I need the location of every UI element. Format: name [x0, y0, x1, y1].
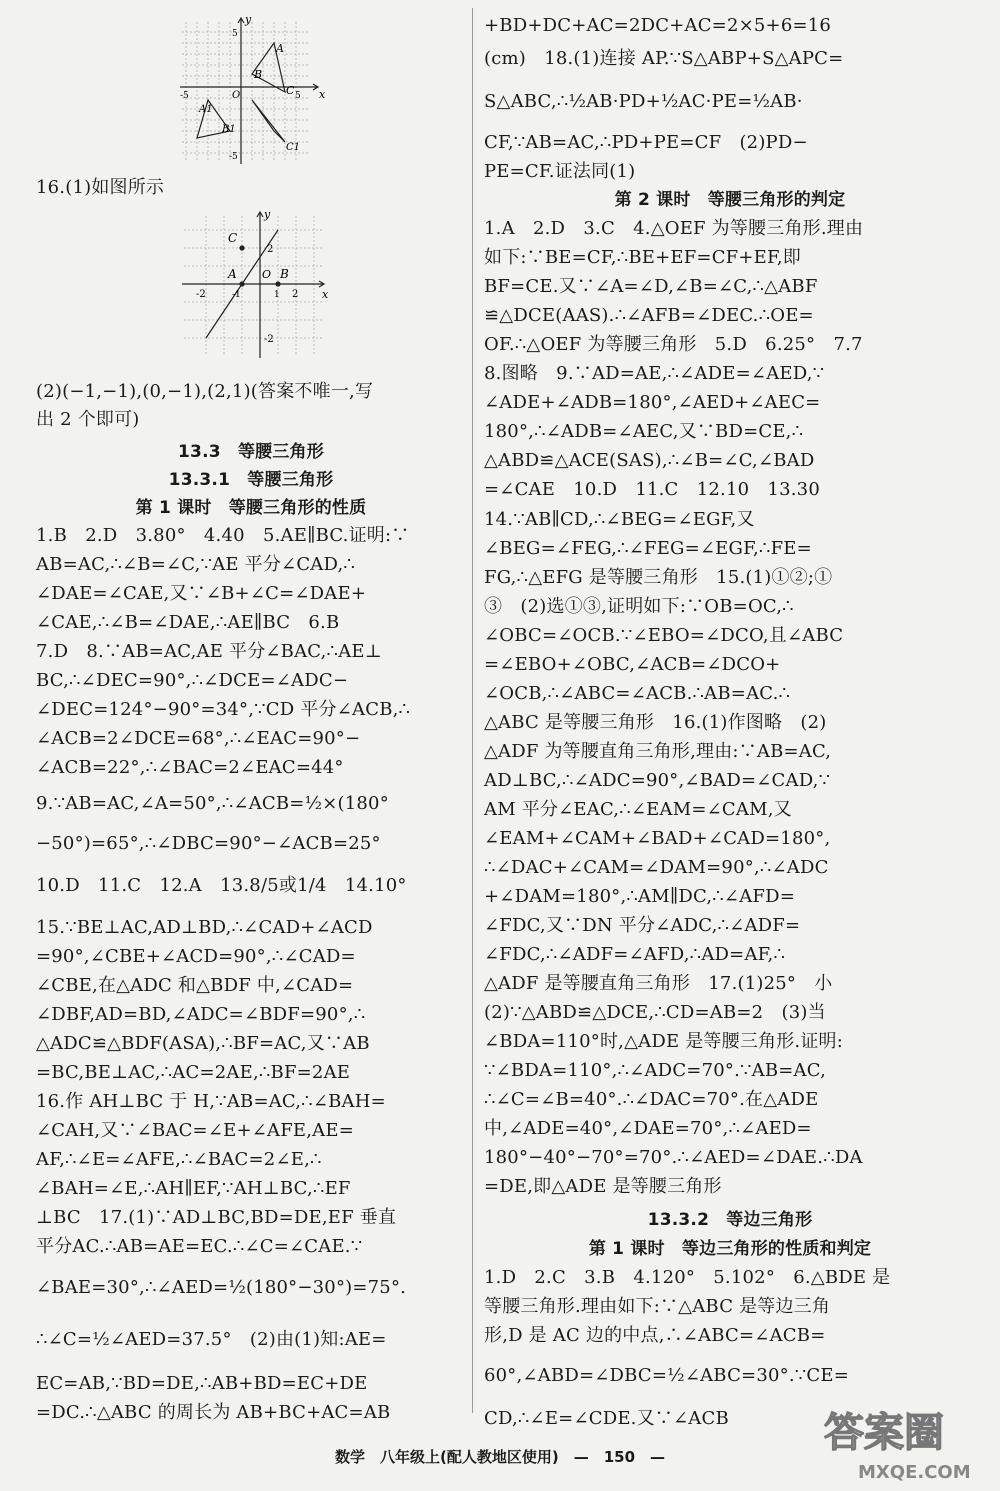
text-line: (2)(−1,−1),(0,−1),(2,1)(答案不唯一,写 [36, 381, 374, 402]
watermark-url: MXQE.COM [858, 1462, 971, 1483]
text-line: 如下:∵BE=CF,∴BE+EF=CF+EF,即 [484, 247, 801, 268]
fig1-label-O: O [232, 90, 241, 101]
text-line: =DE,即△ADE 是等腰三角形 [484, 1176, 722, 1197]
text-line: ∠DBF,AD=BD,∠ADC=∠BDF=90°,∴ [36, 1004, 366, 1025]
text-line: S△ABC,∴½AB·PD+½AC·PE=½AB· [484, 91, 803, 112]
text-line: ∵∠BDA=110°,∴∠ADC=70°.∵AB=AC, [484, 1060, 827, 1081]
text-line: 7.D 8.∵AB=AC,AE 平分∠BAC,∴AE⊥ [36, 641, 382, 662]
text-line: ∴∠DAC+∠CAM=∠DAM=90°,∴∠ADC [484, 857, 829, 878]
text-line: ∴∠C=½∠AED=37.5° (2)由(1)知:AE= [36, 1329, 387, 1350]
text-line: ∠BEG=∠FEG,∴∠FEG=∠EGF,∴FE= [484, 538, 812, 559]
text-line: 1.A 2.D 3.C 4.△OEF 为等腰三角形.理由 [484, 218, 864, 239]
subsection-heading: 13.3.2 等边三角形 [647, 1210, 813, 1230]
lesson-heading: 第 2 课时 等腰三角形的判定 [614, 190, 846, 210]
q16-title: 16.(1)如图所示 [36, 177, 165, 198]
fig2-label-A: A [228, 267, 237, 281]
fig1-label-x5: 5 [295, 91, 301, 101]
lesson-heading: 第 1 课时 等边三角形的性质和判定 [588, 1239, 872, 1259]
fig1-label-C: C [286, 84, 295, 97]
text-line: ∠DAE=∠CAE,又∵∠B+∠C=∠DAE+ [36, 583, 367, 604]
fig1-label-B1: B1 [222, 124, 236, 135]
text-line: ⊥BC 17.(1)∵AD⊥BC,BD=DE,EF 垂直 [36, 1207, 397, 1228]
text-line: ∠ACB=2∠DCE=68°,∴∠EAC=90°− [36, 728, 361, 749]
text-line: PE=CF.证法同(1) [484, 161, 636, 182]
text-line: BC,∴∠DEC=90°,∴∠DCE=∠ADC− [36, 670, 349, 691]
text-line: ∠BAE=30°,∴∠AED=½(180°−30°)=75°. [36, 1277, 407, 1298]
text-line: ∴∠C=∠B=40°.∴∠DAC=70°.在△ADE [484, 1089, 819, 1110]
column-divider [472, 8, 473, 1413]
fig1-label-y: y [245, 14, 252, 26]
text-line: △ADF 为等腰直角三角形,理由:∵AB=AC, [484, 741, 832, 762]
text-line: 16.作 AH⊥BC 于 H,∵AB=AC,∴∠BAH= [36, 1091, 386, 1112]
text-line: ∠FDC,又∵DN 平分∠ADC,∴∠ADF= [484, 915, 801, 936]
coordinate-figure-2 [172, 206, 332, 366]
watermark-logo [818, 1398, 990, 1486]
text-line: ∠ADE+∠ADB=180°,∠AED+∠AEC= [484, 392, 821, 413]
text-line: 180°,∴∠ADB=∠AEC,又∵BD=CE,∴ [484, 421, 804, 442]
watermark-text: 答案圈 [824, 1410, 944, 1456]
text-line: AF,∴∠E=∠AFE,∴∠BAC=2∠E,∴ [36, 1149, 322, 1170]
text-line: 中,∠ADE=40°,∠DAE=70°,∴∠AED= [484, 1118, 812, 1139]
text-line: CF,∵AB=AC,∴PD+PE=CF (2)PD− [484, 132, 808, 153]
fig2-label-C: C [228, 231, 238, 245]
text-line: BF=CE.又∵∠A=∠D,∠B=∠C,∴△ABF [484, 276, 818, 297]
text-line: △ADF 是等腰直角三角形 17.(1)25° 小 [484, 973, 833, 994]
text-line: AB=AC,∴∠B=∠C,∵AE 平分∠CAD,∴ [36, 554, 356, 575]
fig1-label-A1: A1 [199, 104, 213, 115]
text-line: ∠EAM+∠CAM+∠BAD+∠CAD=180°, [484, 828, 831, 849]
text-line: 8.图略 9.∵AD=AE,∴∠ADE=∠AED,∵ [484, 363, 825, 384]
text-line: △ADC≌△BDF(ASA),∴BF=AC,又∵AB [36, 1033, 370, 1054]
fig2-label-y2: 2 [267, 244, 274, 255]
subsection-heading: 13.3.1 等腰三角形 [168, 470, 334, 490]
text-line: 180°−40°−70°=70°.∴∠AED=∠DAE.∴DA [484, 1147, 863, 1168]
fig2-label-x: x [322, 288, 329, 301]
text-line: △ABD≌△ACE(SAS),∴∠B=∠C,∠BAD [484, 450, 815, 471]
text-line: ∠BDA=110°时,△ADE 是等腰三角形.证明: [484, 1031, 844, 1052]
text-line: (2)∵△ABD≌△DCE,∴CD=AB=2 (3)当 [484, 1002, 826, 1023]
text-line: △ABC 是等腰三角形 16.(1)作图略 (2) [484, 712, 827, 733]
fig2-label-xneg2: -2 [196, 289, 206, 300]
page-footer: 数学 八年级上(配人教地区使用) — 150 — [334, 1448, 666, 1466]
text-line: =BC,BE⊥AC,∴AC=2AE,∴BF=2AE [36, 1062, 351, 1083]
lesson-heading: 第 1 课时 等腰三角形的性质 [135, 498, 367, 518]
fig1-label-B: B [254, 68, 263, 81]
fig2-label-x2: 2 [292, 289, 299, 300]
text-line: OF.∴△OEF 为等腰三角形 5.D 6.25° 7.7 [484, 334, 863, 355]
text-line: ∠OBC=∠OCB.∵∠EBO=∠DCO,且∠ABC [484, 625, 844, 646]
text-line: (cm) 18.(1)连接 AP.∵S△ABP+S△APC= [484, 48, 844, 69]
text-line: +BD+DC+AC=2DC+AC=2×5+6=16 [484, 15, 832, 36]
text-line: EC=AB,∵BD=DE,∴AB+BD=EC+DE [36, 1373, 368, 1394]
fig1-label-5: 5 [232, 29, 238, 39]
text-line: 60°,∠ABD=∠DBC=½∠ABC=30°.∵CE= [484, 1365, 849, 1386]
text-line: +∠DAM=180°,∴AM∥DC,∴∠AFD= [484, 886, 796, 907]
text-line: =90°,∠CBE+∠ACD=90°,∴∠CAD= [36, 946, 356, 967]
text-line: 10.D 11.C 12.A 13.8/5或1/4 14.10° [36, 875, 407, 896]
text-line: 平分AC.∴AB=AE=EC.∴∠C=∠CAE.∵ [36, 1236, 363, 1257]
text-line: −50°)=65°,∴∠DBC=90°−∠ACB=25° [36, 833, 381, 854]
fig1-label-neg5: -5 [229, 152, 238, 162]
fig2-label-B: B [280, 267, 289, 281]
text-line: =∠EBO+∠OBC,∠ACB=∠DCO+ [484, 654, 781, 675]
text-line: ∠BAH=∠E,∴AH∥EF,∵AH⊥BC,∴EF [36, 1178, 351, 1199]
text-line: 1.B 2.D 3.80° 4.40 5.AE∥BC.证明:∵ [36, 525, 410, 546]
fig2-label-xneg1: -1 [232, 290, 241, 300]
fig2-label-y: y [264, 208, 271, 221]
fig1-label-C1: C1 [286, 142, 301, 153]
text-line: ≌△DCE(AAS).∴∠AFB=∠DEC.∴OE= [484, 305, 814, 326]
text-line: ∠ACB=22°,∴∠BAC=2∠EAC=44° [36, 757, 344, 778]
text-line: 9.∵AB=AC,∠A=50°,∴∠ACB=½×(180° [36, 793, 389, 814]
text-line: 15.∵BE⊥AC,AD⊥BD,∴∠CAD+∠ACD [36, 917, 373, 938]
text-line: ③ (2)选①③,证明如下:∵OB=OC,∴ [484, 596, 794, 617]
text-line: 形,D 是 AC 边的中点,∴∠ABC=∠ACB= [484, 1325, 826, 1346]
fig1-label-x: x [319, 88, 326, 101]
coordinate-figure-1 [172, 14, 342, 169]
text-line: AD⊥BC,∴∠ADC=90°,∠BAD=∠CAD,∵ [484, 770, 831, 791]
fig2-label-yneg2: -2 [264, 334, 274, 345]
text-line: ∠OCB,∴∠ABC=∠ACB.∴AB=AC.∴ [484, 683, 791, 704]
fig1-label-xneg5: -5 [180, 91, 189, 101]
text-line: =DC.∴△ABC 的周长为 AB+BC+AC=AB [36, 1402, 391, 1423]
text-line: 等腰三角形.理由如下:∵△ABC 是等边三角 [484, 1296, 831, 1317]
text-line: 出 2 个即可) [36, 409, 140, 430]
section-heading: 13.3 等腰三角形 [178, 442, 324, 462]
text-line: CD,∴∠E=∠CDE.又∵∠ACB [484, 1408, 729, 1429]
text-line: ∠CAE,∴∠B=∠DAE,∴AE∥BC 6.B [36, 612, 340, 633]
text-line: ∠CAH,又∵∠BAC=∠E+∠AFE,AE= [36, 1120, 354, 1141]
fig1-label-A: A [276, 42, 284, 55]
text-line: ∠CBE,在△ADC 和△BDF 中,∠CAD= [36, 975, 354, 996]
text-line: FG,∴△EFG 是等腰三角形 15.(1)①②;① [484, 567, 833, 588]
text-line: 14.∵AB∥CD,∴∠BEG=∠EGF,又 [484, 509, 755, 530]
text-line: =∠CAE 10.D 11.C 12.10 13.30 [484, 479, 820, 500]
text-line: AM 平分∠EAC,∴∠EAM=∠CAM,又 [484, 799, 792, 820]
text-line: ∠DEC=124°−90°=34°,∵CD 平分∠ACB,∴ [36, 699, 411, 720]
text-line: 1.D 2.C 3.B 4.120° 5.102° 6.△BDE 是 [484, 1267, 891, 1288]
fig2-label-O: O [262, 268, 272, 281]
text-line: ∠FDC,∴∠ADF=∠AFD,∴AD=AF,∴ [484, 944, 786, 965]
fig2-label-x1: 1 [274, 290, 280, 300]
